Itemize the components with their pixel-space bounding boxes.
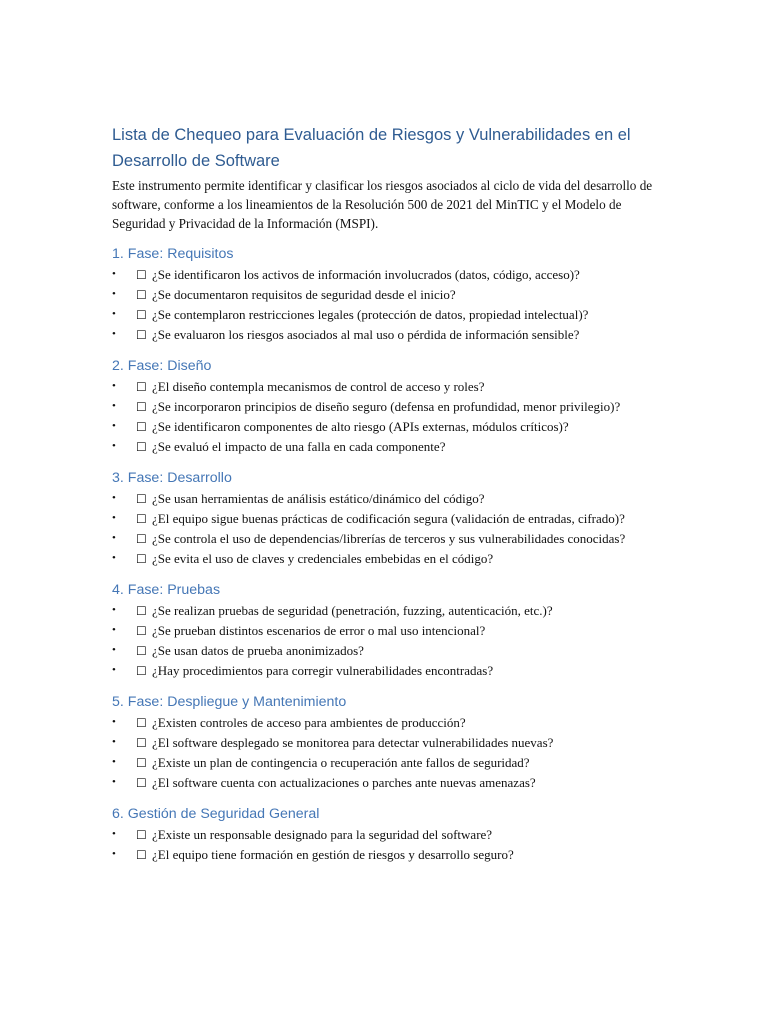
bullet-icon: • (112, 268, 116, 280)
checklist-item-text: ¿Se contemplaron restricciones legales (protección de datos, propiedad intelectual)? (152, 307, 589, 322)
checkbox-icon[interactable]: ☐ (136, 644, 147, 658)
checklist-item-text: ¿Se realizan pruebas de seguridad (penetración, fuzzing, autenticación, etc.)? (152, 603, 553, 618)
checkbox-icon[interactable]: ☐ (136, 512, 147, 526)
checkbox-icon[interactable]: ☐ (136, 604, 147, 618)
checklist (112, 489, 657, 569)
checkbox-icon[interactable]: ☐ (136, 664, 147, 678)
checklist-item (112, 529, 657, 549)
checklist-section (112, 244, 657, 345)
checklist-item (112, 641, 657, 661)
checklist-item-text: ¿Se incorporaron principios de diseño seguro (defensa en profundidad, menor privilegio)? (152, 399, 621, 414)
checklist-item (112, 549, 657, 569)
checklist (112, 825, 657, 865)
checkbox-icon[interactable]: ☐ (136, 420, 147, 434)
bullet-icon: • (112, 440, 116, 452)
checklist-item-text: ¿Se prueban distintos escenarios de error o mal uso intencional? (152, 623, 486, 638)
checklist-item-text: ¿El software cuenta con actualizaciones o parches ante nuevas amenazas? (152, 775, 536, 790)
checklist (112, 265, 657, 345)
checklist-item-text: ¿Se usan herramientas de análisis estático/dinámico del código? (152, 491, 485, 506)
checklist-item (112, 825, 657, 845)
bullet-icon: • (112, 420, 116, 432)
checkbox-icon[interactable]: ☐ (136, 736, 147, 750)
checklist-section (112, 468, 657, 569)
checklist-item (112, 305, 657, 325)
bullet-icon: • (112, 328, 116, 340)
bullet-icon: • (112, 288, 116, 300)
checklist (112, 601, 657, 681)
bullet-icon: • (112, 624, 116, 636)
checklist-item (112, 601, 657, 621)
checklist-item-text: ¿Se identificaron los activos de información involucrados (datos, código, acceso)? (152, 267, 580, 282)
checkbox-icon[interactable]: ☐ (136, 532, 147, 546)
checklist-item (112, 713, 657, 733)
checklist-item-text: ¿Existe un plan de contingencia o recuperación ante fallos de seguridad? (152, 755, 530, 770)
checklist-section (112, 804, 657, 865)
checklist-item-text: ¿Se evaluó el impacto de una falla en cada componente? (152, 439, 446, 454)
checklist-section (112, 692, 657, 793)
checklist-item-text: ¿Existen controles de acceso para ambientes de producción? (152, 715, 466, 730)
checklist-item-text: ¿Se evaluaron los riesgos asociados al mal uso o pérdida de información sensible? (152, 327, 580, 342)
section-title: 2. Fase: Diseño (112, 358, 212, 374)
checklist-item-text: ¿El diseño contempla mecanismos de control de acceso y roles? (152, 379, 485, 394)
section-title: 3. Fase: Desarrollo (112, 470, 232, 486)
document-intro: Este instrumento permite identificar y clasificar los riesgos asociados al ciclo de vida del desarrollo de software, conforme a los lineamientos de la Resolución 500 de 2021 del MinTIC y el Modelo de Seguridad y Privacidad de la Información (MSPI). (112, 178, 653, 231)
checklist-item (112, 509, 657, 529)
checklist-item (112, 773, 657, 793)
checkbox-icon[interactable]: ☐ (136, 492, 147, 506)
checklist-item-text: ¿Se evita el uso de claves y credenciales embebidas en el código? (152, 551, 494, 566)
checkbox-icon[interactable]: ☐ (136, 308, 147, 322)
checklist-item-text: ¿El equipo tiene formación en gestión de riesgos y desarrollo seguro? (152, 847, 514, 862)
checklist-item-text: ¿Hay procedimientos para corregir vulnerabilidades encontradas? (152, 663, 494, 678)
bullet-icon: • (112, 552, 116, 564)
checkbox-icon[interactable]: ☐ (136, 268, 147, 282)
checkbox-icon[interactable]: ☐ (136, 552, 147, 566)
bullet-icon: • (112, 380, 116, 392)
bullet-icon: • (112, 828, 116, 840)
checkbox-icon[interactable]: ☐ (136, 716, 147, 730)
bullet-icon: • (112, 664, 116, 676)
bullet-icon: • (112, 492, 116, 504)
checklist-sections (112, 244, 657, 865)
checklist-item-text: ¿El equipo sigue buenas prácticas de codificación segura (validación de entradas, cifrado)? (152, 511, 625, 526)
checklist-item (112, 845, 657, 865)
bullet-icon: • (112, 716, 116, 728)
section-title: 1. Fase: Requisitos (112, 246, 234, 262)
checklist-item-text: ¿Se documentaron requisitos de seguridad desde el inicio? (152, 287, 456, 302)
checklist-item-text: ¿Se identificaron componentes de alto riesgo (APIs externas, módulos críticos)? (152, 419, 569, 434)
checkbox-icon[interactable]: ☐ (136, 848, 147, 862)
bullet-icon: • (112, 736, 116, 748)
section-title: 6. Gestión de Seguridad General (112, 806, 320, 822)
checkbox-icon[interactable]: ☐ (136, 328, 147, 342)
checkbox-icon[interactable]: ☐ (136, 756, 147, 770)
bullet-icon: • (112, 644, 116, 656)
checklist-item-text: ¿Se controla el uso de dependencias/librerías de terceros y sus vulnerabilidades conocidas? (152, 531, 626, 546)
checklist-item (112, 753, 657, 773)
bullet-icon: • (112, 532, 116, 544)
checklist (112, 377, 657, 457)
checklist (112, 713, 657, 793)
bullet-icon: • (112, 756, 116, 768)
checklist-item (112, 489, 657, 509)
checklist-item (112, 621, 657, 641)
document-page (112, 122, 657, 865)
checkbox-icon[interactable]: ☐ (136, 288, 147, 302)
checklist-item (112, 661, 657, 681)
section-title: 4. Fase: Pruebas (112, 582, 221, 598)
checkbox-icon[interactable]: ☐ (136, 400, 147, 414)
bullet-icon: • (112, 512, 116, 524)
checkbox-icon[interactable]: ☐ (136, 828, 147, 842)
checklist-section (112, 356, 657, 457)
checkbox-icon[interactable]: ☐ (136, 624, 147, 638)
bullet-icon: • (112, 848, 116, 860)
checklist-item-text: ¿El software desplegado se monitorea para detectar vulnerabilidades nuevas? (152, 735, 554, 750)
bullet-icon: • (112, 776, 116, 788)
checklist-item-text: ¿Se usan datos de prueba anonimizados? (152, 643, 364, 658)
document-title: Lista de Chequeo para Evaluación de Riesgos y Vulnerabilidades en el Desarrollo de Software (112, 126, 631, 170)
checklist-item (112, 285, 657, 305)
checklist-item (112, 397, 657, 417)
checkbox-icon[interactable]: ☐ (136, 440, 147, 454)
checklist-item (112, 377, 657, 397)
section-title: 5. Fase: Despliegue y Mantenimiento (112, 694, 347, 710)
bullet-icon: • (112, 604, 116, 616)
checklist-item (112, 325, 657, 345)
checklist-item (112, 417, 657, 437)
checklist-item (112, 733, 657, 753)
checklist-item-text: ¿Existe un responsable designado para la seguridad del software? (152, 827, 493, 842)
checklist-item (112, 437, 657, 457)
checklist-item (112, 265, 657, 285)
bullet-icon: • (112, 400, 116, 412)
checkbox-icon[interactable]: ☐ (136, 380, 147, 394)
checkbox-icon[interactable]: ☐ (136, 776, 147, 790)
checklist-section (112, 580, 657, 681)
bullet-icon: • (112, 308, 116, 320)
